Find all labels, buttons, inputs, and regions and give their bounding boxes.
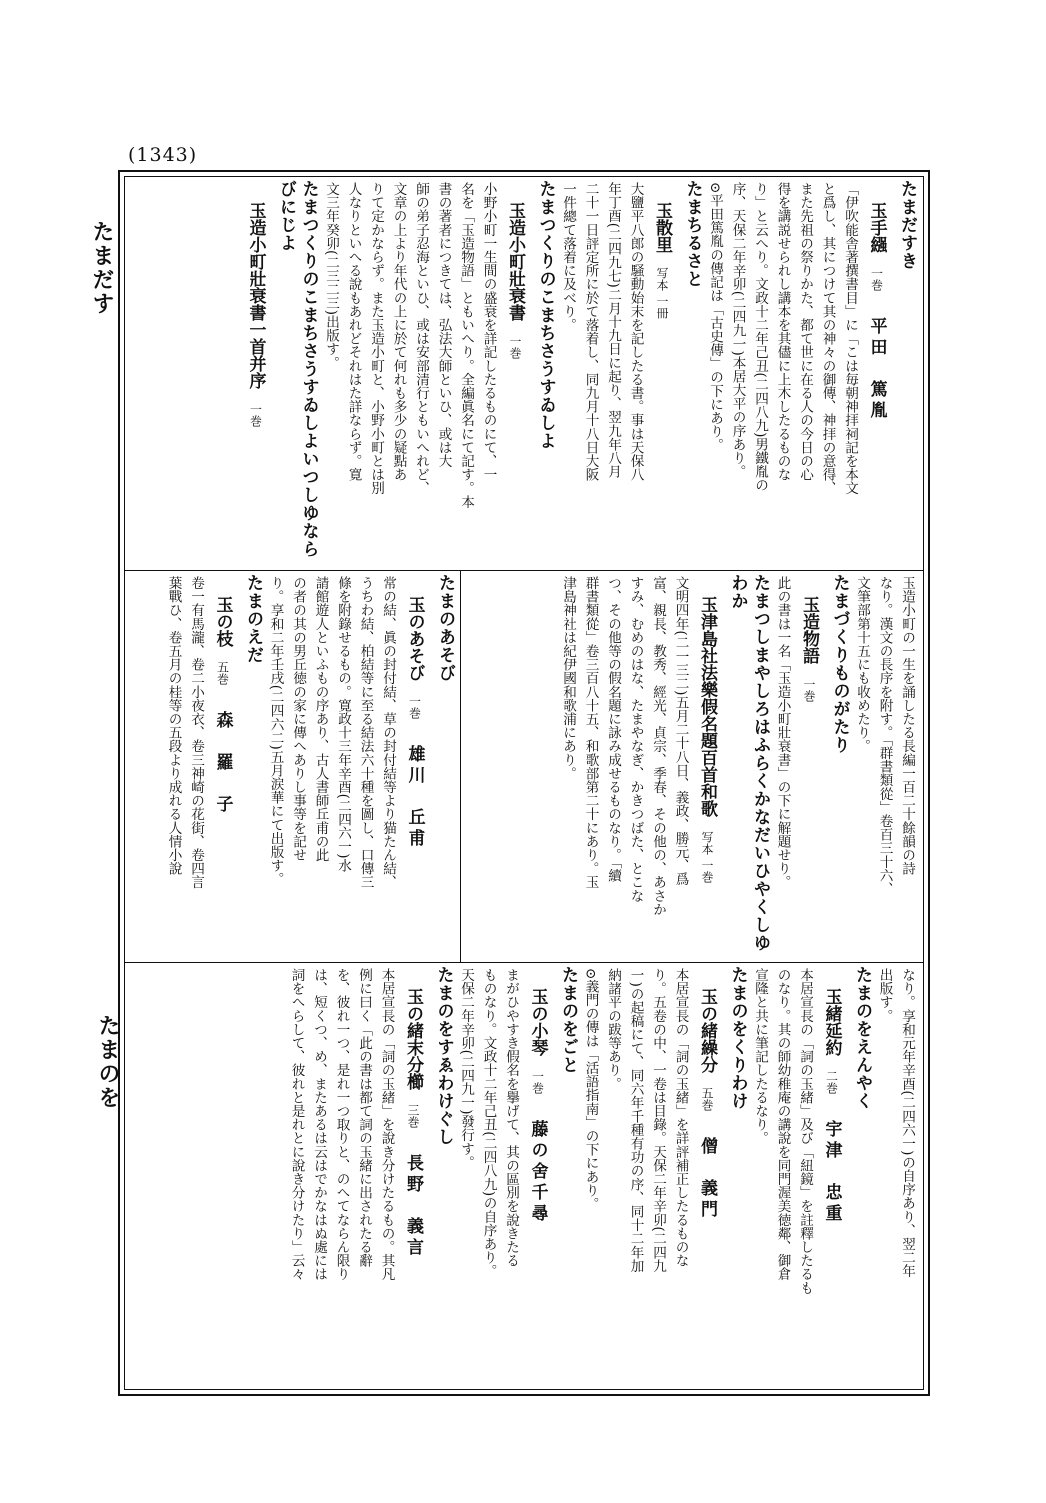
- row-divider-bottom: [124, 962, 924, 963]
- entry-reading-heading: たまつしまやしろはふらくかなだいひやくしゆわか: [727, 574, 770, 952]
- entry-body-line: 條を附錄せるもの。寛政十三年辛酉(二四六一)水: [335, 576, 351, 873]
- entry-volume-count: 写本 一冊: [655, 267, 669, 319]
- entry-title-line: [504, 180, 527, 566]
- entry-body-line: り。五卷の中、一卷は目錄。天保二年辛卯(二四九: [650, 968, 666, 1273]
- section-middle-right: [466, 574, 918, 958]
- entry-body-line: すみ、むめのはな、たまやなぎ、かきつばた、とこな: [627, 576, 644, 903]
- entry-body-line: り。享和二年壬戌(二四六二)五月涙華にて出版す。: [267, 576, 284, 886]
- entry-body-line: を、彼れ一つ、是れ一つ取りと、のへてならん限り: [333, 968, 350, 1281]
- entry-reading-heading: たまだすき: [897, 180, 917, 270]
- entry-body-line: 得を講説せられし講本を其儘に上木したるものな: [774, 182, 791, 482]
- entry-title: 玉造物語: [799, 596, 819, 664]
- entry-title-line: [526, 966, 549, 1384]
- entry-body-line: 出版す。: [876, 968, 893, 1023]
- entry-reading-heading: たまちるさと: [682, 180, 703, 288]
- entry-author: 僧 義門: [697, 1137, 717, 1221]
- entry-body-line: うちわ結、柏結等に至る結法六十種を圖し、口傳三: [357, 576, 374, 889]
- entry-title-line: [403, 574, 426, 958]
- entry-author: 長野 義言: [403, 1154, 423, 1259]
- entry-title-line: [402, 966, 425, 1384]
- entry-body-line: なり。漢文の長序を附す。「群書類從」卷百三十六、: [876, 576, 893, 896]
- entry-title-line: [865, 180, 888, 566]
- entry-body-line: 天保二年辛卯(二四九一)發行す。: [458, 968, 474, 1170]
- entry-body-line: のなり。其の師幼稚庵の講說を同門渥美徳鄰、御倉: [774, 968, 791, 1281]
- entry-body-line: 文明四年(二一三二)五月二十八日、義政、勝元、爲: [672, 576, 689, 886]
- row-divider-top: [124, 570, 924, 571]
- entry-volume-count: 一巻: [802, 678, 816, 702]
- entry-body-line: は、短くつ、め、またあるは云はでかなはぬ處には: [311, 968, 327, 1281]
- entry-body-line: 津島神社は紀伊國和歌浦にあり。: [560, 576, 576, 780]
- entry-title-line: [820, 966, 843, 1384]
- entry-body-line: 常の結、眞の封付結、草の封付結等より猫たん結、: [380, 576, 396, 889]
- entry-volume-count: 一巻: [407, 695, 422, 719]
- entry-volume-count: 五巻: [700, 1087, 714, 1111]
- entry-title: 玉津島社法樂假名題百首和歌: [697, 596, 717, 817]
- entry-body-line: ⊙平田篤胤の傳記は「古史傳」の下にあり。: [707, 182, 723, 452]
- entry-body-line: ⊙義門の傳は「活語指南」の下にあり。: [582, 968, 599, 1211]
- entry-body-line: 小野小町一生間の盛衰を詳記したるものにて、一: [480, 182, 497, 482]
- entry-body-line: 請館遊人といふもの序あり、古人書師丘甫の此: [312, 576, 329, 862]
- entry-body-line: 富、親長、教秀、經光、貞宗、季春、その他の、あさか: [650, 576, 666, 916]
- entry-reading-heading: たまのえだ: [243, 574, 263, 664]
- entry-title: 玉散里: [652, 202, 672, 253]
- side-label-bottom: たまのを: [95, 1014, 120, 1110]
- entry-volume-count: 三巻: [406, 1104, 420, 1128]
- entry-body-line: なり。享和元年辛酉(二四六一)の自序あり、翌二年: [899, 968, 915, 1278]
- entry-body-line: 一)の起稿にて、同六年千種有功の序、同十二年加: [627, 968, 644, 1273]
- section-top: [130, 180, 918, 566]
- entry-author: 雄川 丘甫: [404, 745, 425, 850]
- entry-body-line: 本居宣長の「詞の玉緒」及び「紐鏡」を註釋したるも: [797, 968, 813, 1295]
- entry-body-line: 例に曰く「此の書は都て詞の玉緒に出されたる辭: [356, 968, 372, 1268]
- entry-reading-heading: たまのをすゑわけぐし: [433, 966, 454, 1146]
- entry-body-line: 文筆部第十五にも收めたり。: [854, 576, 870, 753]
- entry-reading-heading: たまづくりものがたり: [829, 574, 850, 754]
- column-divider-middle: [460, 570, 461, 962]
- side-label-top: たまだす: [89, 220, 114, 316]
- entry-body-line: 師の弟子忍海といひ、或は安部清行ともいへれど、: [413, 182, 429, 495]
- entry-reading-heading: たまのあそび: [435, 574, 455, 682]
- entry-author: 宇津 忠重: [821, 1120, 842, 1225]
- entry-body-line: 名を「玉造物語」ともいへり。全編眞名にて記す。本: [458, 182, 474, 509]
- entry-body-line: 本居宣長の「詞の玉緒」を詳評補正したるものな: [672, 968, 689, 1268]
- entry-reading-heading: たまのをくりわけ: [727, 966, 748, 1110]
- entry-volume-count: 二巻: [824, 1070, 839, 1094]
- entry-title-line: [696, 966, 719, 1384]
- entry-body-line: と爲し、其につけて其の神々の御傳、神拝の意得、: [819, 182, 836, 495]
- entry-reading-heading: たまのをごと: [558, 966, 578, 1074]
- entry-body-line: 此の書は一名「玉造小町壯衰書」の下に解題せり。: [774, 576, 791, 889]
- entry-title-line: [651, 180, 674, 566]
- section-middle-left: [130, 574, 456, 958]
- entry-body-line: 年丁酉(二四九七)二月十九日に起り、翌九年八月: [605, 182, 621, 479]
- entry-reading-heading: たまのをえんやく: [852, 966, 872, 1110]
- entry-author: 藤の舍千尋: [527, 1120, 548, 1225]
- entry-volume-count: 一巻: [248, 403, 263, 427]
- entry-title: 玉のあそび: [404, 596, 425, 681]
- entry-body-line: りて定かならず。また玉造小町と、小野小町とは別: [368, 182, 384, 495]
- entry-body-line: また先祖の祭りかた、都て世に在る人の今日の心: [797, 182, 813, 482]
- entry-body-line: 一件總て落着に及べり。: [560, 182, 576, 332]
- entry-body-line: り」と云へり。文政十二年己丑(二四八九)男鐵胤の: [752, 182, 768, 492]
- entry-title: 玉造小町壯衰書一首并序: [245, 202, 266, 389]
- entry-title: 玉の緒末分櫛: [403, 988, 423, 1090]
- entry-body-line: ものなり。文政十二年己丑(二四八九)の自序あり。: [480, 968, 497, 1278]
- entry-title-line: [696, 574, 719, 958]
- entry-volume-count: 一巻: [530, 1070, 545, 1094]
- entry-title: 玉手繦: [866, 202, 887, 253]
- entry-body-line: つ、その他等の假名題に詠み成せるものなり。「續: [605, 576, 621, 882]
- entry-author: 平田 篤胤: [866, 317, 887, 422]
- entry-body-line: 詞をへらして、彼れと是れとに說き分けたり」云々: [288, 968, 305, 1281]
- entry-title-line: [244, 180, 267, 566]
- entry-body-line: 大鹽平八郎の騒動始末を記したる書。事は天保八: [627, 182, 644, 482]
- entry-body-line: 序、天保二年辛卯(二四九一)本居大平の序あり。: [729, 182, 746, 479]
- entry-body-line: 宣隆と共に筆記したるなり。: [752, 968, 768, 1145]
- entry-reading-heading: たまつくりのこまちさうすゐしよ: [535, 180, 556, 450]
- entry-body-line: 群書類從」卷三百八十五、和歌部第二十にあり。玉: [582, 576, 599, 889]
- entry-body-line: まがひやすき假名を擧げて、其の區別を說きたる: [503, 968, 519, 1268]
- entry-body-line: 納諸平の跋等あり。: [605, 968, 621, 1091]
- section-bottom: [130, 966, 918, 1384]
- entry-title: 玉緒延約: [821, 988, 842, 1056]
- entry-body-line: の者の其の男丘徳の家に傳へありし事等を記せ: [290, 576, 306, 862]
- entry-body-line: 「伊吹能舎著撰書目」に「こは毎朝神拝祠記を本文: [842, 182, 858, 495]
- entry-title: 玉の緒繰分: [697, 988, 717, 1073]
- entry-body-line: 書の著者につきては、弘法大師といひ、或は大: [435, 182, 452, 468]
- entry-body-line: 文章の上より年代の上に於て何れも多少の疑點あ: [390, 182, 407, 482]
- page-number: (1343): [128, 144, 198, 166]
- entry-volume-count: 一巻: [508, 335, 522, 359]
- entry-body-line: 二十一日評定所に於て落着し、同九月十八日大阪: [582, 182, 599, 482]
- entry-author: 森 羅 子: [212, 711, 233, 816]
- entry-volume-count: 一巻: [869, 267, 884, 291]
- entry-title: 玉造小町壯衰書: [505, 202, 525, 321]
- entry-volume-count: 写本 一巻: [700, 831, 714, 883]
- entry-title-line: [211, 574, 234, 958]
- entry-title-line: [798, 574, 821, 958]
- entry-title: 玉の小琴: [527, 988, 548, 1056]
- entry-volume-count: 五巻: [215, 661, 230, 685]
- entry-title: 玉の枝: [212, 596, 233, 647]
- entry-body-line: 玉造小町の一生を誦したる長編一百二十餘韻の詩: [899, 576, 915, 876]
- entry-body-line: 本居宣長の「詞の玉緒」を說き分けたるもの。其凡: [378, 968, 395, 1281]
- entry-body-line: 卷一有馬瀧、卷二小夜衣、卷三神崎の花街、卷四言: [188, 576, 204, 889]
- entry-body-line: 人なりといへる說もあれどそれはた詳ならず。寛: [345, 182, 362, 482]
- entry-body-line: 葉戰ひ、卷五月の桂等の五段より成れる人情小說: [165, 576, 182, 876]
- entry-body-line: 文三年癸卯(二三二三)出版す。: [323, 182, 339, 370]
- entry-reading-heading: たまつくりのこまちさうすゐしよいつしゆならびにじよ: [276, 180, 319, 558]
